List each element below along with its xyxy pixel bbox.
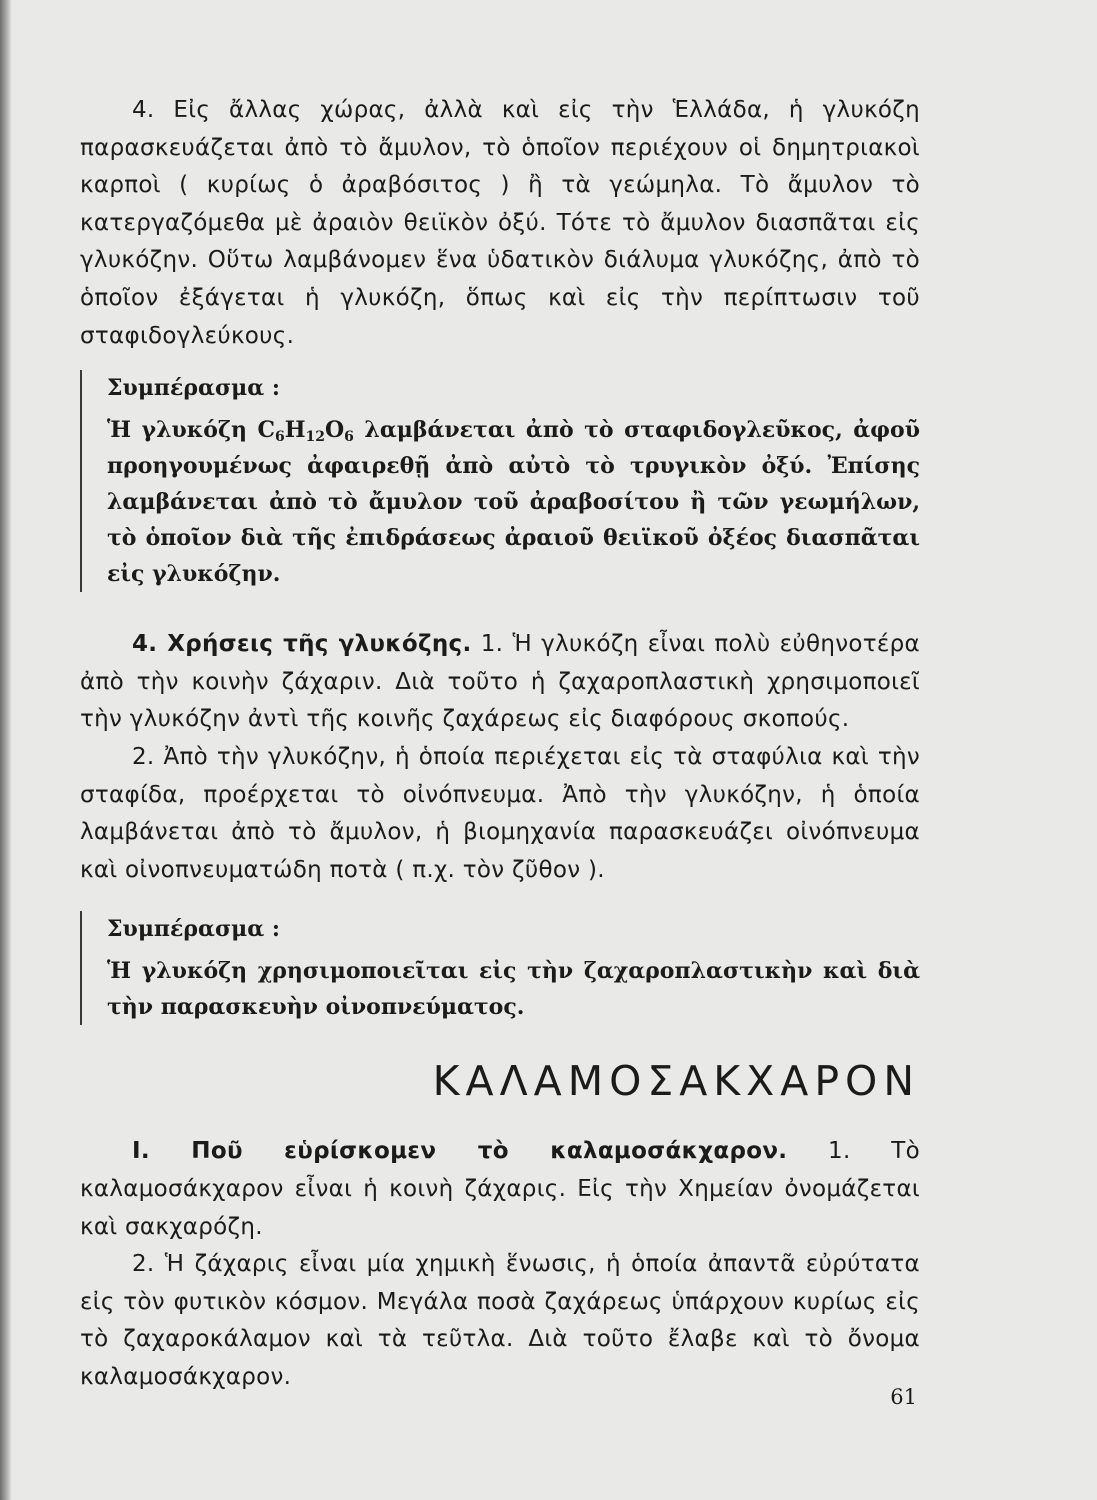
conclusion-text-1 — [107, 412, 920, 592]
conclusion-1-part-a: Ἡ γλυκόζη C — [107, 417, 275, 444]
uses-text-1: 1. Ἡ γλυκόζη εἶναι πολὺ εὐθηνοτέρα ἀπὸ τὴν κοινὴν ζάχαριν. Διὰ τοῦτο ἡ ζαχαροπλαστικὴ χρησιμοποιεῖ τὴν γλυκόζην ἀντὶ τῆς κοινῆς ζαχάρεως εἰς διαφόρους σκοπούς. — [80, 631, 920, 733]
formula-sub-c: 6 — [274, 429, 285, 446]
uses-paragraph-1 — [80, 626, 920, 739]
page-content — [80, 92, 920, 1396]
conclusion-box-1 — [80, 370, 920, 592]
conclusion-1-part-c: O — [325, 417, 345, 444]
formula-sub-h: 12 — [305, 429, 325, 446]
conclusion-box-2 — [80, 911, 920, 1025]
section-paragraph-2: 2. Ἡ ζάχαρις εἶναι μία χημικὴ ἕνωσις, ἡ ὁποία ἀπαντᾶ εὐρύτατα εἰς τὸν φυτικὸν κόσμον. Μεγάλα ποσὰ ζαχάρεως ὑπάρχουν κυρίως εἰς τὸ ζαχαροκάλαμον καὶ τὰ τεῦτλα. Διὰ τοῦτο ἔλαβε καὶ τὸ ὄνομα καλαμοσάκχαρον. — [80, 1251, 920, 1390]
section-heading: Ι. Ποῦ εὑρίσκομεν τὸ καλαμοσάκχαρον. — [132, 1138, 788, 1165]
conclusion-title-1: Συμπέρασμα : — [107, 375, 280, 402]
section-paragraph-1 — [80, 1133, 920, 1246]
formula-sub-o: 6 — [344, 429, 354, 446]
conclusion-title-2: Συμπέρασμα : — [107, 916, 280, 943]
conclusion-1-part-d: λαμβάνεται ἀπὸ τὸ σταφιδογλεῦκος, ἀφοῦ προηγουμένως ἀφαιρεθῇ ἀπὸ αὐτὸ τὸ τρυγικὸν ὀξύ. Ἐπίσης λαμβάνεται ἀπὸ τὸ ἄμυλον τοῦ ἀραβοσίτου ἢ τῶν γεωμήλων, τὸ ὁποῖον διὰ τῆς ἐπιδράσεως ἀραιοῦ θειϊκοῦ ὀξέος διασπᾶται εἰς γλυκόζην. — [107, 417, 920, 588]
uses-heading: 4. Χρήσεις τῆς γλυκόζης. — [132, 631, 472, 658]
uses-paragraph-2: 2. Ἀπὸ τὴν γλυκόζην, ἡ ὁποία περιέχεται εἰς τὰ σταφύλια καὶ τὴν σταφίδα, προέρχεται τὸ οἰνόπνευμα. Ἀπὸ τὴν γλυκόζην, ἡ ὁποία λαμβάνεται ἀπὸ τὸ ἄμυλον, ἡ βιομηχανία παρασκευάζει οἰνόπνευμα καὶ οἰνοπνευματώδη ποτὰ ( π.χ. τὸν ζῦθον ). — [80, 743, 920, 883]
section-text-1: 1. Τὸ καλαμοσάκχαρον εἶναι ἡ κοινὴ ζάχαρις. Εἰς τὴν Χημείαν ὀνομάζεται καὶ σακχαρόζη. — [80, 1138, 920, 1240]
conclusion-1-part-b: H — [284, 417, 306, 444]
section-title: ΚΑΛΑΜΟΣΑΚΧΑΡΟΝ — [432, 1057, 920, 1106]
page-number: 61 — [890, 1385, 917, 1409]
conclusion-text-2: Ἡ γλυκόζη χρησιμοποιεῖται εἰς τὴν ζαχαροπλαστικὴν καὶ διὰ τὴν παρασκευὴν οἰνοπνεύματος. — [107, 958, 920, 1021]
intro-paragraph: 4. Εἰς ἄλλας χώρας, ἀλλὰ καὶ εἰς τὴν Ἑλλάδα, ἡ γλυκόζη παρασκευάζεται ἀπὸ τὸ ἄμυλον, τὸ ὁποῖον περιέχουν οἱ δημητριακοὶ καρποὶ ( κυρίως ὁ ἀραβόσιτος ) ἢ τὰ γεώμηλα. Τὸ ἄμυλον τὸ κατεργαζόμεθα μὲ ἀραιὸν θειϊκὸν ὀξύ. Τότε τὸ ἄμυλον διασπᾶται εἰς γλυκόζην. Οὕτω λαμβάνομεν ἕνα ὑδατικὸν διάλυμα γλυκόζης, ἀπὸ τὸ ὁποῖον ἐξάγεται ἡ γλυκόζη, ὅπως καὶ εἰς τὴν περίπτωσιν τοῦ σταφιδογλεύκους. — [80, 97, 920, 349]
page-binding-shadow — [0, 0, 12, 1500]
